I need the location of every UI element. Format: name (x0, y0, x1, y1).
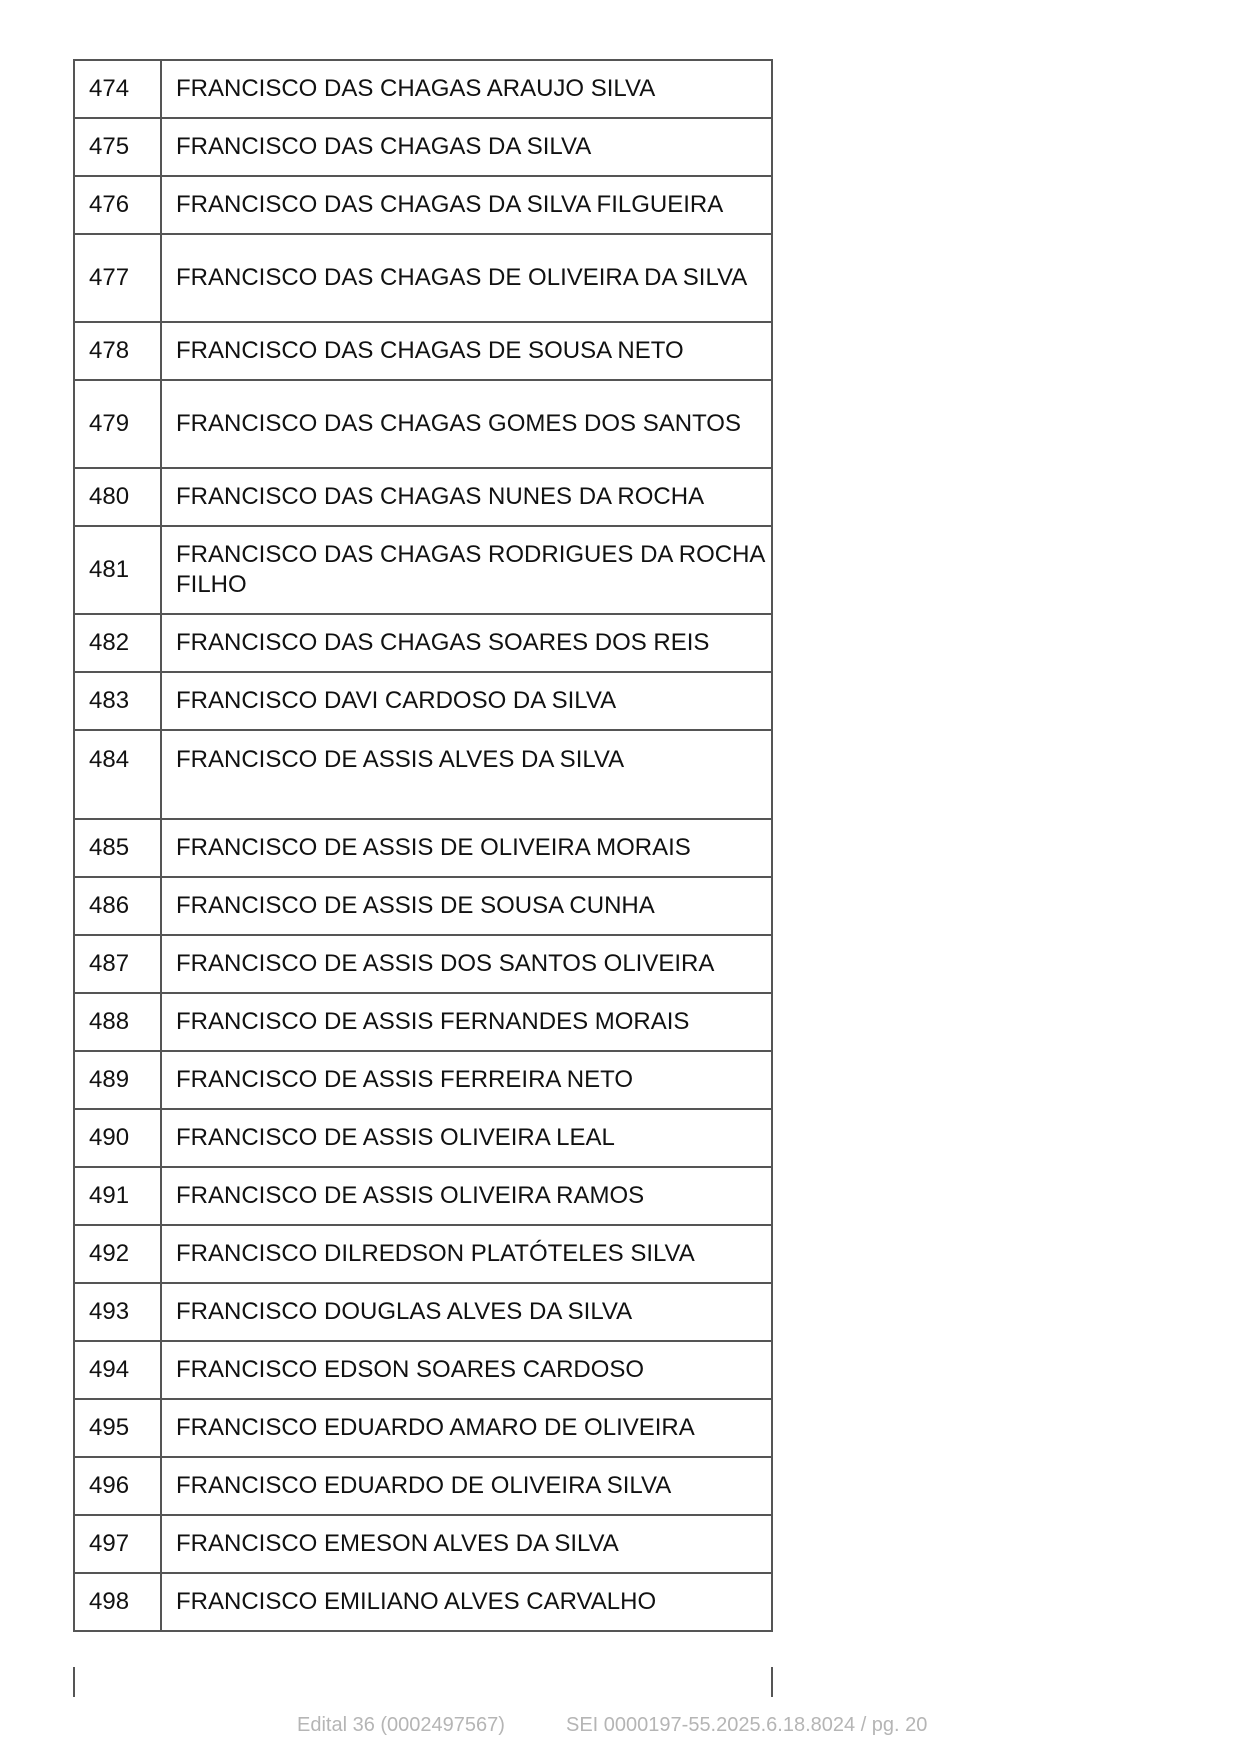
row-number: 484 (74, 730, 161, 819)
row-number: 496 (74, 1457, 161, 1515)
table-continuation (73, 1667, 773, 1697)
table-row (74, 993, 772, 1051)
table-row (74, 1109, 772, 1167)
row-number: 478 (74, 322, 161, 380)
row-name: FRANCISCO DE ASSIS DE OLIVEIRA MORAIS (161, 819, 772, 877)
row-name: FRANCISCO EDUARDO DE OLIVEIRA SILVA (161, 1457, 772, 1515)
row-name: FRANCISCO DAS CHAGAS RODRIGUES DA ROCHA FILHO (161, 526, 772, 614)
row-number: 495 (74, 1399, 161, 1457)
table-row (74, 1515, 772, 1573)
row-number: 494 (74, 1341, 161, 1399)
row-number: 475 (74, 118, 161, 176)
row-number: 476 (74, 176, 161, 234)
footer-document-id: Edital 36 (0002497567) (297, 1714, 505, 1736)
row-number: 493 (74, 1283, 161, 1341)
row-name: FRANCISCO DE ASSIS DOS SANTOS OLIVEIRA (161, 935, 772, 993)
row-name: FRANCISCO EMILIANO ALVES CARVALHO (161, 1573, 772, 1631)
row-name: FRANCISCO DE ASSIS FERNANDES MORAIS (161, 993, 772, 1051)
row-name: FRANCISCO DAS CHAGAS GOMES DOS SANTOS (161, 380, 772, 468)
row-name: FRANCISCO DILREDSON PLATÓTELES SILVA (161, 1225, 772, 1283)
row-name: FRANCISCO DAS CHAGAS DE SOUSA NETO (161, 322, 772, 380)
table-row (74, 1167, 772, 1225)
table-row (74, 322, 772, 380)
table-row (74, 1341, 772, 1399)
table-row (74, 1457, 772, 1515)
table-row (74, 1051, 772, 1109)
row-number: 481 (74, 526, 161, 614)
row-name: FRANCISCO DAS CHAGAS DA SILVA (161, 118, 772, 176)
row-name: FRANCISCO EDUARDO AMARO DE OLIVEIRA (161, 1399, 772, 1457)
row-name: FRANCISCO DAS CHAGAS ARAUJO SILVA (161, 60, 772, 118)
row-name: FRANCISCO DE ASSIS OLIVEIRA LEAL (161, 1109, 772, 1167)
row-number: 482 (74, 614, 161, 672)
footer-sei-page: SEI 0000197-55.2025.6.18.8024 / pg. 20 (566, 1714, 928, 1736)
names-table (73, 59, 773, 1632)
row-name: FRANCISCO DE ASSIS FERREIRA NETO (161, 1051, 772, 1109)
row-number: 492 (74, 1225, 161, 1283)
row-number: 488 (74, 993, 161, 1051)
table-row (74, 468, 772, 526)
table-row (74, 730, 772, 819)
row-number: 486 (74, 877, 161, 935)
table-row (74, 877, 772, 935)
table-row (74, 118, 772, 176)
row-name: FRANCISCO DOUGLAS ALVES DA SILVA (161, 1283, 772, 1341)
table-row (74, 380, 772, 468)
table-row (74, 176, 772, 234)
row-number: 498 (74, 1573, 161, 1631)
row-name: FRANCISCO DE ASSIS ALVES DA SILVA (161, 730, 772, 819)
table-row (74, 526, 772, 614)
row-number: 477 (74, 234, 161, 322)
row-number: 479 (74, 380, 161, 468)
row-name: FRANCISCO DAS CHAGAS DA SILVA FILGUEIRA (161, 176, 772, 234)
row-number: 485 (74, 819, 161, 877)
row-number: 497 (74, 1515, 161, 1573)
names-table-container (73, 59, 773, 1632)
row-number: 491 (74, 1167, 161, 1225)
row-number: 474 (74, 60, 161, 118)
row-number: 490 (74, 1109, 161, 1167)
table-row (74, 614, 772, 672)
row-name: FRANCISCO EDSON SOARES CARDOSO (161, 1341, 772, 1399)
row-number: 483 (74, 672, 161, 730)
row-name: FRANCISCO DE ASSIS OLIVEIRA RAMOS (161, 1167, 772, 1225)
table-row (74, 1573, 772, 1631)
row-name: FRANCISCO DAS CHAGAS NUNES DA ROCHA (161, 468, 772, 526)
row-name: FRANCISCO EMESON ALVES DA SILVA (161, 1515, 772, 1573)
row-number: 480 (74, 468, 161, 526)
row-name: FRANCISCO DAS CHAGAS DE OLIVEIRA DA SILVA (161, 234, 772, 322)
table-row (74, 935, 772, 993)
table-row (74, 234, 772, 322)
table-row (74, 1399, 772, 1457)
row-name: FRANCISCO DAVI CARDOSO DA SILVA (161, 672, 772, 730)
row-number: 487 (74, 935, 161, 993)
row-name: FRANCISCO DAS CHAGAS SOARES DOS REIS (161, 614, 772, 672)
row-name: FRANCISCO DE ASSIS DE SOUSA CUNHA (161, 877, 772, 935)
table-row (74, 60, 772, 118)
table-row (74, 1225, 772, 1283)
table-row (74, 672, 772, 730)
table-row (74, 819, 772, 877)
table-row (74, 1283, 772, 1341)
row-number: 489 (74, 1051, 161, 1109)
